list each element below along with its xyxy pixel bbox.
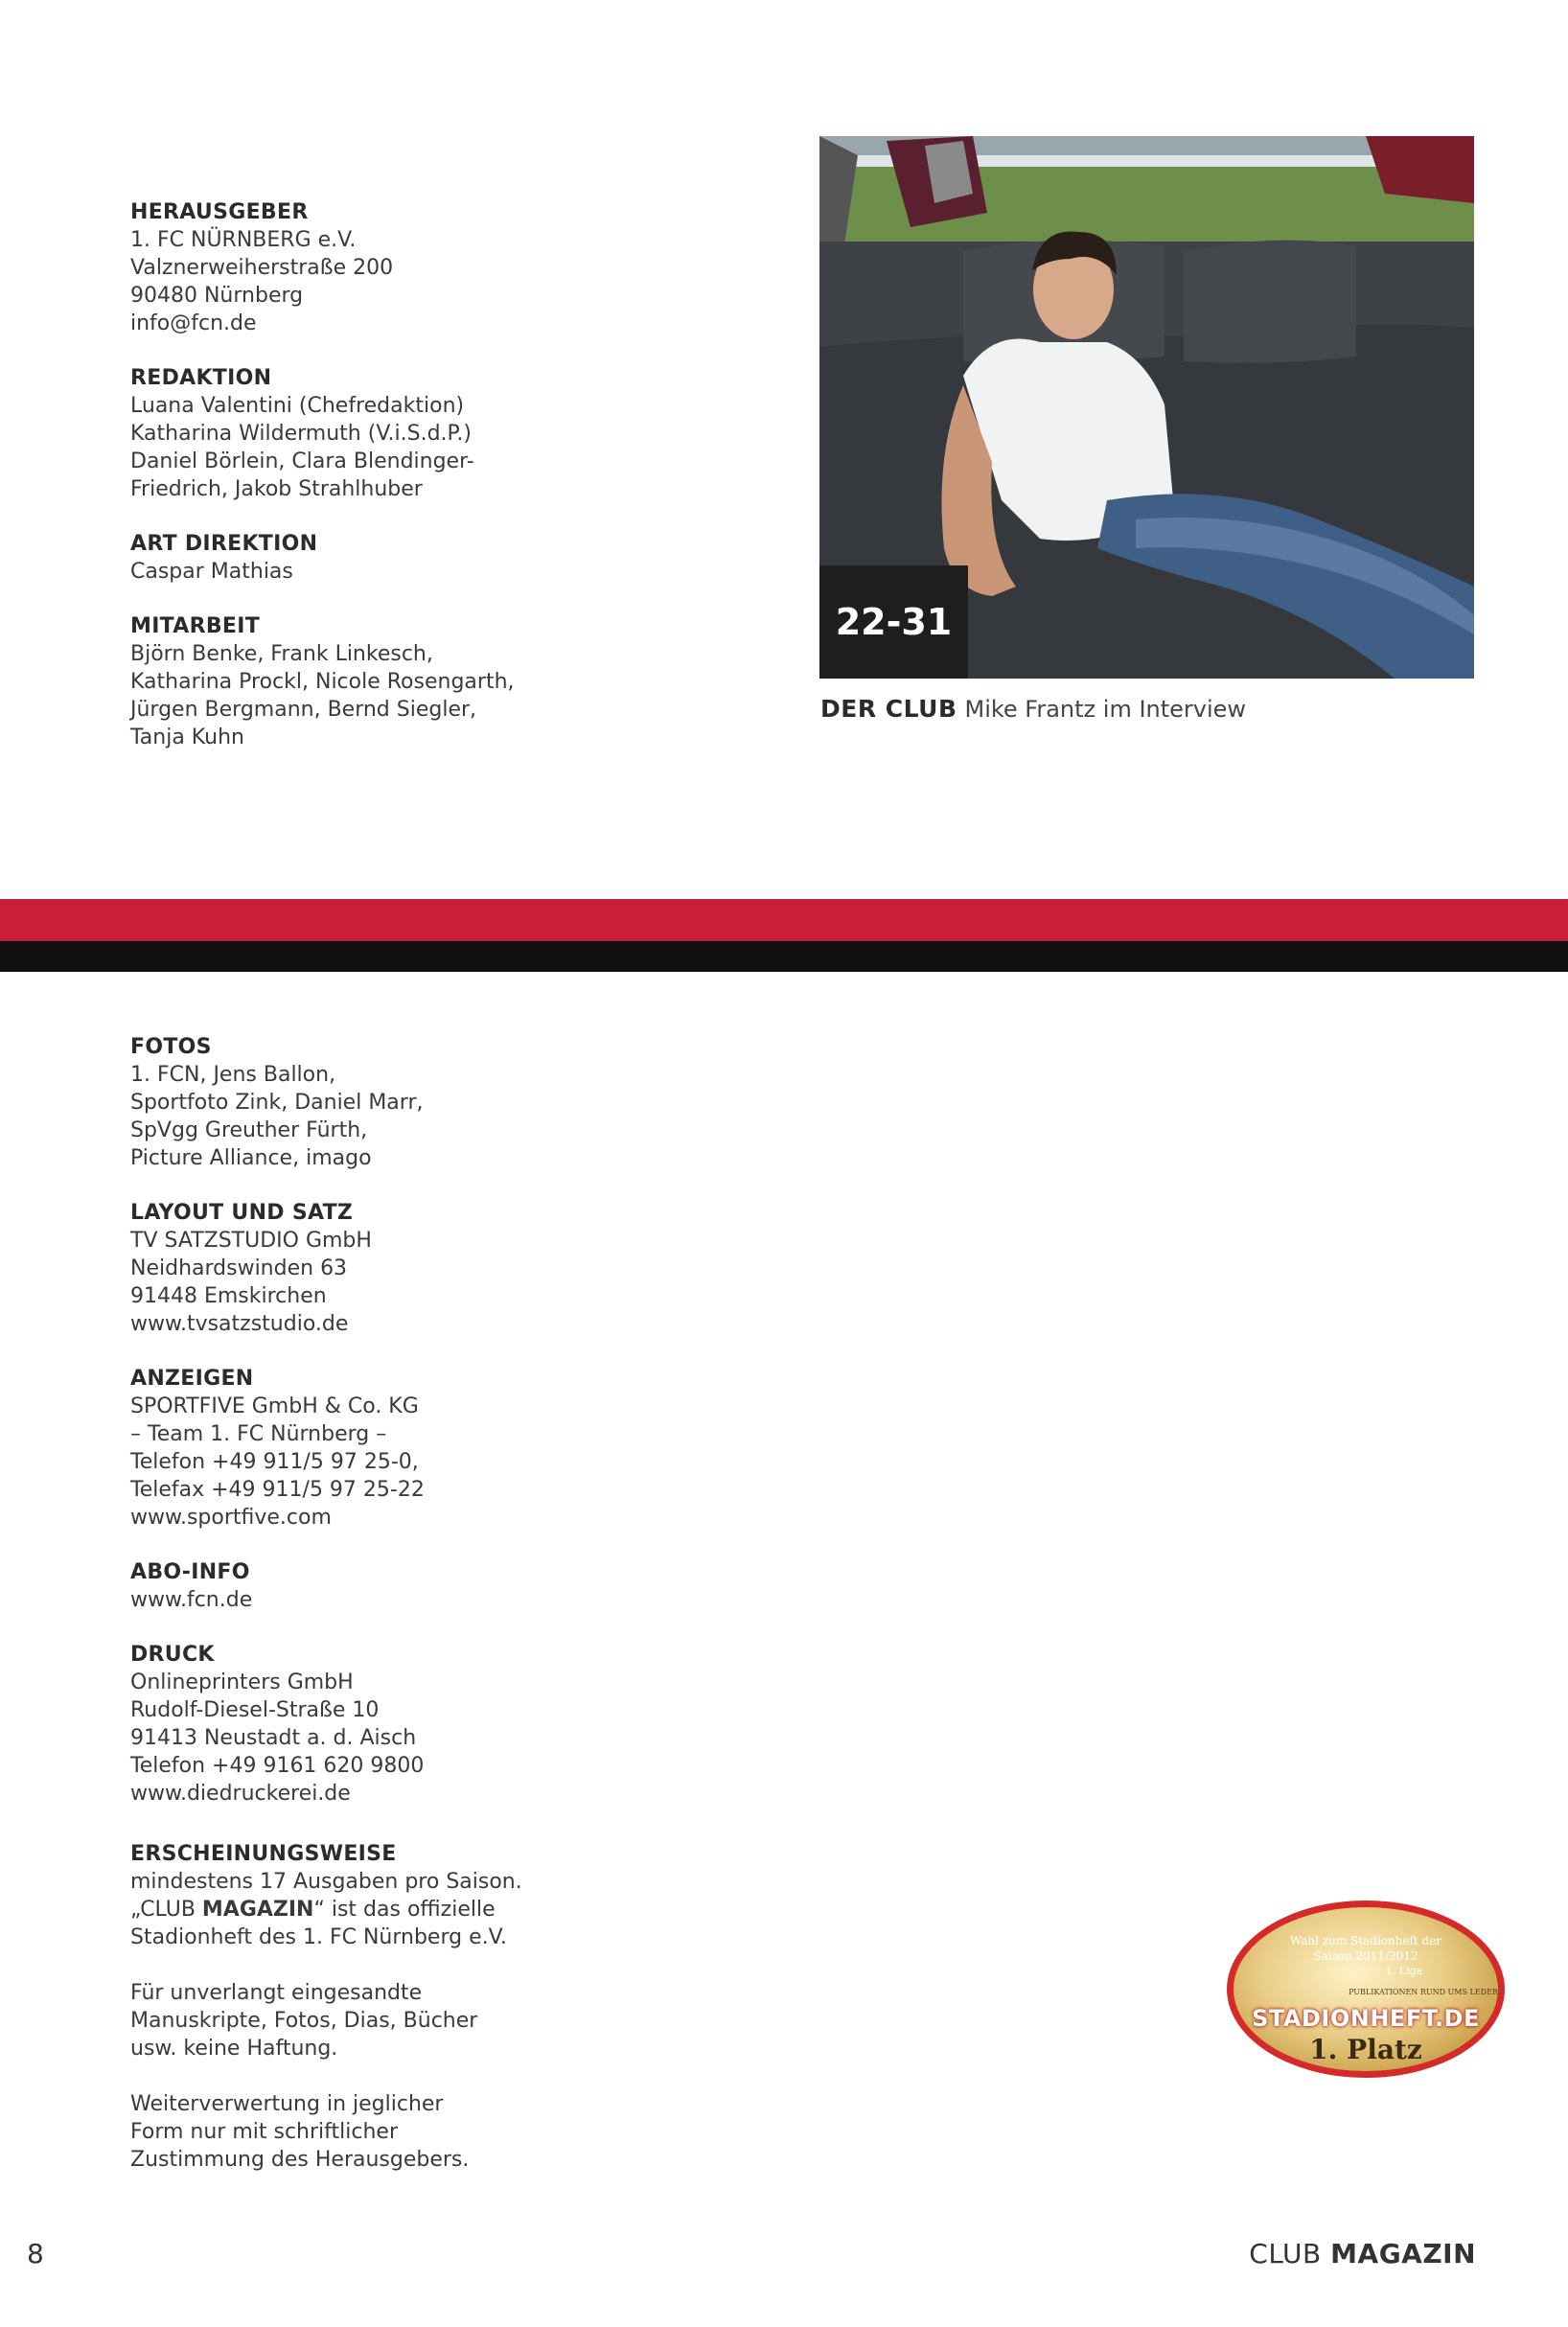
section-line: Friedrich, Jakob Strahlhuber: [130, 477, 423, 501]
imprint-section-mitarbeit: [130, 612, 667, 751]
section-line: Telefax +49 911/5 97 25-22: [130, 1478, 425, 1502]
erscheinung-line-2-pre: „CLUB: [130, 1898, 202, 1922]
weiterverwertung-line-2: Form nur mit schriftlicher: [130, 2120, 398, 2144]
section-line: Luana Valentini (Chefredaktion): [130, 394, 465, 418]
section-heading: HERAUSGEBER: [130, 200, 309, 224]
section-heading: REDAKTION: [130, 366, 272, 390]
section-line: Katharina Wildermuth (V.i.S.d.P.): [130, 422, 472, 446]
section-line: Rudolf-Diesel-Straße 10: [130, 1698, 380, 1722]
imprint-section-layout-und-satz: [130, 1199, 667, 1338]
black-stripe: [0, 941, 1568, 972]
section-heading: MITARBEIT: [130, 614, 261, 638]
seal-place: 1. Platz: [1309, 2034, 1422, 2065]
section-line: Tanja Kuhn: [130, 726, 244, 749]
section-heading: DRUCK: [130, 1643, 215, 1667]
section-line: www.tvsatzstudio.de: [130, 1312, 349, 1336]
section-line: www.diedruckerei.de: [130, 1782, 351, 1806]
section-line: 90480 Nürnberg: [130, 284, 304, 308]
section-heading: FOTOS: [130, 1035, 212, 1059]
section-line: Björn Benke, Frank Linkesch,: [130, 642, 433, 666]
imprint-section-art-direktion: [130, 530, 667, 586]
feature-caption: [820, 695, 1246, 723]
section-line: Katharina Prockl, Nicole Rosengarth,: [130, 670, 515, 694]
section-line: TV SATZSTUDIO GmbH: [130, 1229, 372, 1253]
section-line: www.fcn.de: [130, 1588, 253, 1612]
imprint-top: [130, 198, 667, 778]
imprint-section-herausgeber: [130, 198, 667, 337]
imprint-section-fotos: [130, 1033, 667, 1172]
page-number: 8: [27, 2238, 44, 2269]
section-line: info@fcn.de: [130, 311, 257, 335]
section-line: 1. FCN, Jens Ballon,: [130, 1063, 336, 1087]
imprint-section-redaktion: [130, 364, 667, 503]
section-line: 1. FC NÜRNBERG e.V.: [130, 228, 357, 252]
weiterverwertung-line-3: Zustimmung des Herausgebers.: [130, 2148, 470, 2172]
section-line: Telefon +49 911/5 97 25-0,: [130, 1450, 419, 1474]
seal-line-2: Saison 2011/2012: [1313, 1949, 1418, 1963]
haftung-line-2: Manuskripte, Fotos, Dias, Bücher: [130, 2009, 478, 2033]
imprint-section-abo-info: [130, 1558, 667, 1614]
section-line: 91413 Neustadt a. d. Aisch: [130, 1726, 417, 1750]
section-line: SPORTFIVE GmbH & Co. KG: [130, 1394, 419, 1418]
footer-brand-strong: MAGAZIN: [1330, 2238, 1476, 2269]
footer-brand: [1249, 2238, 1476, 2269]
seal-line-1: Wahl zum Stadionheft der: [1289, 1934, 1442, 1947]
section-line: Picture Alliance, imago: [130, 1146, 372, 1170]
erscheinungsweise-section: [130, 1840, 667, 2174]
section-line: Daniel Börlein, Clara Blendinger-: [130, 449, 474, 473]
section-heading: ART DIREKTION: [130, 532, 318, 556]
seal-brand: STADIONHEFT.DE: [1252, 2005, 1480, 2032]
weiterverwertung-line-1: Weiterverwertung in jeglicher: [130, 2092, 444, 2116]
section-line: – Team 1. FC Nürnberg –: [130, 1422, 387, 1446]
haftung-line-1: Für unverlangt eingesandte: [130, 1981, 423, 2005]
section-line: Telefon +49 9161 620 9800: [130, 1754, 425, 1778]
erscheinung-line-2-post: “ ist das offizielle: [313, 1898, 496, 1922]
caption-text: Mike Frantz im Interview: [964, 696, 1247, 723]
seal-line-3: 1. Liga: [1385, 1965, 1423, 1977]
imprint-section-anzeigen: [130, 1365, 667, 1532]
section-line: Jürgen Bergmann, Bernd Siegler,: [130, 698, 477, 722]
caption-category: DER CLUB: [820, 695, 957, 723]
haftung-line-3: usw. keine Haftung.: [130, 2037, 338, 2061]
seal-small-text: PUBLIKATIONEN RUND UMS LEDER: [1349, 1988, 1498, 1996]
page-range-badge: 22-31: [819, 565, 968, 679]
section-line: 91448 Emskirchen: [130, 1284, 327, 1308]
erscheinungsweise-heading: ERSCHEINUNGSWEISE: [130, 1842, 397, 1866]
section-heading: ANZEIGEN: [130, 1367, 254, 1391]
section-line: Onlineprinters GmbH: [130, 1670, 354, 1694]
section-heading: ABO-INFO: [130, 1560, 250, 1584]
section-heading: LAYOUT UND SATZ: [130, 1201, 354, 1225]
imprint-section-druck: [130, 1641, 667, 1808]
section-line: Sportfoto Zink, Daniel Marr,: [130, 1091, 424, 1115]
section-line: Neidhardswinden 63: [130, 1256, 348, 1280]
section-line: SpVgg Greuther Fürth,: [130, 1118, 368, 1142]
section-line: Valznerweiherstraße 200: [130, 256, 394, 280]
imprint-bottom: [130, 1033, 667, 1834]
erscheinung-line-3: Stadionheft des 1. FC Nürnberg e.V.: [130, 1925, 507, 1949]
erscheinung-line-2: [130, 1896, 667, 1924]
footer-brand-light: CLUB: [1249, 2238, 1331, 2269]
section-line: Caspar Mathias: [130, 560, 293, 584]
erscheinung-line-2-strong: MAGAZIN: [201, 1898, 314, 1922]
section-line: www.sportfive.com: [130, 1506, 332, 1530]
erscheinung-line-1: mindestens 17 Ausgaben pro Saison.: [130, 1870, 522, 1894]
red-stripe: [0, 899, 1568, 941]
award-seal: [1227, 1901, 1505, 2078]
